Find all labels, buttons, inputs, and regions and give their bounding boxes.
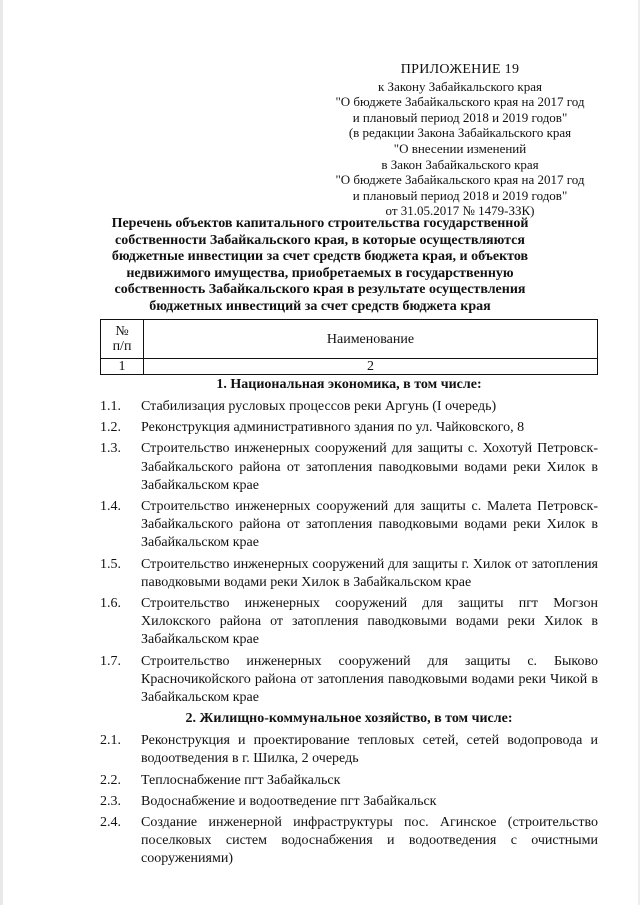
col-name-header: Наименование	[144, 320, 598, 359]
col-num-header-line-2: п/п	[112, 339, 132, 354]
appendix-block	[310, 62, 610, 219]
appendix-line: и плановый период 2018 и 2019 годов"	[352, 109, 568, 125]
appendix-line: в Закон Забайкальского края	[381, 156, 539, 172]
appendix-title: ПРИЛОЖЕНИЕ 19	[400, 62, 520, 77]
document-title: Перечень объектов капитального строительства государственной собственности Забайкальского края, в которые осуществляются бюджетные инвестиции за счет средств бюджета края, и объектов недвижимого имущества, приобретаемых в государственную собственность Забайкальского края в результате осуществления бюджетных инвестиций за счет средств бюджета края	[111, 216, 529, 314]
item-text: Реконструкция и проектирование тепловых сетей, сетей водопровода и водоотведения в г. Шилка, 2 очередь	[141, 733, 598, 767]
item-text: Строительство инженерных сооружений для защиты с. Быково Красночикойского района от затопления паводковыми водами реки Чикой в Забайкальском крае	[141, 653, 598, 706]
item-text: Теплоснабжение пгт Забайкальск	[141, 772, 341, 788]
scan-edge-left	[0, 0, 3, 905]
appendix-line: (в редакции Закона Забайкальского края	[348, 125, 572, 141]
appendix-line: "О бюджете Забайкальского края на 2017 год	[335, 172, 585, 188]
item-text: Строительство инженерных сооружений для защиты г. Хилок от затопления паводковыми водами реки Хилок в Забайкальском крае	[141, 556, 598, 590]
col-num-header-line-1: №	[115, 324, 129, 339]
item-number: 2.1.	[100, 733, 121, 749]
list-item	[100, 653, 598, 708]
col-num-header	[101, 320, 144, 359]
item-text: Реконструкция административного здания по ул. Чайковского, 8	[141, 420, 525, 436]
appendix-line: и плановый период 2018 и 2019 годов"	[352, 187, 568, 203]
item-number: 1.6.	[100, 596, 121, 612]
list-item	[100, 398, 598, 416]
item-text: Стабилизация русловых процессов реки Аргунь (I очередь)	[141, 399, 497, 414]
col-num-index: 1	[101, 359, 144, 375]
section-heading: 2. Жилищно-коммунальное хозяйство, в том числе:	[185, 711, 513, 727]
col-name-index: 2	[144, 359, 598, 375]
appendix-line: "О внесении изменений	[393, 140, 527, 156]
item-text: Водоснабжение и водоотведение пгт Забайкальск	[141, 793, 437, 809]
table-header-row	[101, 320, 598, 359]
item-number: 1.2.	[100, 420, 121, 436]
item-text: Строительство инженерных сооружений для защиты с. Хохотуй Петровск-Забайкальского района от затопления паводковыми водами реки Хилок в Забайкальском крае	[141, 441, 598, 493]
item-number: 1.3.	[100, 441, 121, 457]
item-number: 2.3.	[100, 793, 121, 809]
list-item	[100, 498, 598, 553]
item-text: Строительство инженерных сооружений для защиты с. Малета Петровск-Забайкальского района от затопления паводковыми водами реки Хилок в Забайкальском крае	[141, 499, 598, 551]
appendix-line: "О бюджете Забайкальского края на 2017 год	[335, 94, 585, 110]
header-table	[100, 319, 598, 375]
content-list	[100, 376, 598, 872]
item-number: 2.2.	[100, 772, 121, 788]
list-item	[100, 595, 598, 650]
list-item	[100, 772, 598, 790]
item-number: 1.7.	[100, 653, 121, 669]
list-item	[100, 419, 598, 437]
item-text: Строительство инженерных сооружений для защиты пгт Могзон Хилокского района от затопления паводковыми водами реки Хилок в Забайкальском крае	[141, 596, 598, 648]
item-number: 1.1.	[100, 399, 121, 414]
appendix-line: к Закону Забайкальского края	[377, 78, 542, 94]
item-number: 1.5.	[100, 556, 121, 572]
list-item	[100, 814, 598, 869]
table-index-row	[101, 359, 598, 375]
list-item	[100, 440, 598, 495]
section-heading: 1. Национальная экономика, в том числе:	[216, 377, 482, 392]
item-number: 2.4.	[100, 815, 121, 831]
list-item	[100, 732, 598, 768]
list-item	[100, 793, 598, 811]
item-number: 1.4.	[100, 499, 121, 515]
item-text: Создание инженерной инфраструктуры пос. Агинское (строительство поселковых систем водоснабжения и водоотведения с очистными сооружениями)	[141, 815, 598, 867]
appendix-line: от 31.05.2017 № 1479-ЗЗК)	[385, 203, 535, 219]
list-item	[100, 556, 598, 592]
